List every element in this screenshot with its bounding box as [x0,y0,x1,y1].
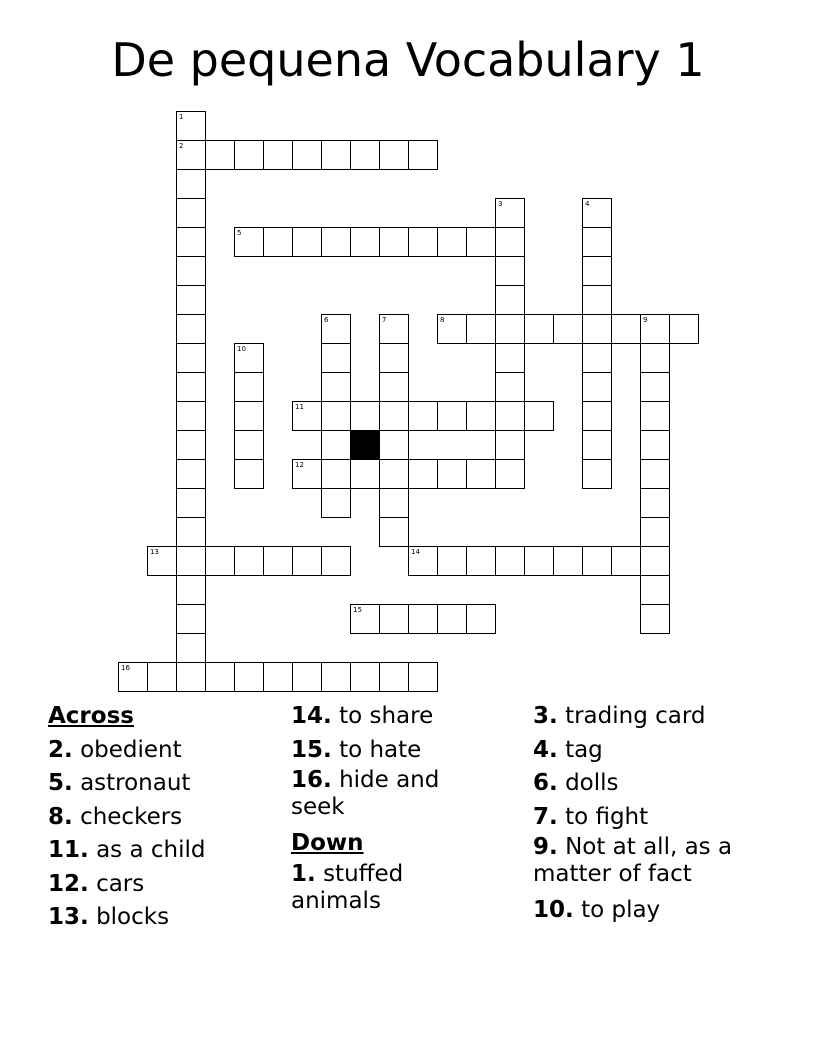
grid-cell[interactable] [437,227,467,257]
grid-cell[interactable] [205,546,235,576]
grid-cell[interactable] [176,401,206,431]
grid-cell[interactable] [176,343,206,373]
grid-cell[interactable] [408,227,438,257]
grid-cell[interactable] [466,314,496,344]
grid-cell[interactable] [234,546,264,576]
clue-down-10 [533,894,773,928]
clue-number: 6. [533,770,558,796]
clue-text: cars [96,870,145,897]
grid-cell[interactable] [321,314,351,344]
grid-cell[interactable] [640,604,670,634]
clue-column-1 [48,700,205,935]
grid-cell[interactable] [321,459,351,489]
clue-column-2 [291,700,491,921]
clue-number: 1. [291,860,316,887]
clue-column-3 [533,700,773,928]
grid-cell[interactable] [321,140,351,170]
grid-cell[interactable] [321,430,351,460]
clue-number: 3. [533,703,558,729]
cell-number: 4 [585,200,590,208]
grid-cell[interactable] [321,372,351,402]
grid-cell[interactable] [321,401,351,431]
clue-across-13 [48,901,205,935]
grid-cell[interactable] [176,169,206,199]
grid-cell[interactable] [205,662,235,692]
grid-cell[interactable] [321,546,351,576]
grid-cell[interactable] [408,546,438,576]
clue-number: 11. [48,837,89,863]
clue-across-12 [48,868,205,902]
grid-cell[interactable] [553,314,583,344]
grid-cell[interactable] [176,575,206,605]
grid-cell[interactable] [379,517,409,547]
grid-cell[interactable] [176,459,206,489]
grid-cell[interactable] [379,140,409,170]
grid-cell[interactable] [379,372,409,402]
clue-across-2 [48,734,205,768]
clue-text: checkers [80,803,183,830]
down-heading: Down [291,830,364,856]
cell-number: 7 [382,316,387,324]
grid-cell[interactable] [495,198,525,228]
grid-cell[interactable] [176,430,206,460]
grid-cell[interactable] [640,372,670,402]
grid-cell[interactable] [176,546,206,576]
grid-cell[interactable] [466,227,496,257]
clue-number: 15. [291,736,332,763]
clue-text: Not at all, as a matter of fact [533,834,733,887]
grid-cell[interactable] [437,604,467,634]
grid-cell[interactable] [176,140,206,170]
grid-cell[interactable] [176,111,206,141]
clue-across-8 [48,801,205,835]
grid-cell[interactable] [176,662,206,692]
cell-number: 6 [324,316,329,324]
cell-number: 13 [150,548,159,556]
clue-across-11 [48,834,205,868]
clue-down-6 [533,767,773,801]
clue-text: stuffed animals [291,860,404,914]
clue-down-4 [533,734,773,768]
grid-cell[interactable] [350,604,380,634]
grid-cell[interactable] [176,604,206,634]
grid-cell[interactable] [408,401,438,431]
grid-cell[interactable] [292,401,322,431]
clue-across-5 [48,767,205,801]
cell-number: 8 [440,316,445,324]
grid-cell[interactable] [205,140,235,170]
grid-cell[interactable] [611,546,641,576]
grid-cell[interactable] [437,546,467,576]
grid-cell[interactable] [495,343,525,373]
grid-cell[interactable] [437,401,467,431]
grid-cell[interactable] [466,546,496,576]
clue-text: as a child [96,837,206,863]
grid-cell[interactable] [495,401,525,431]
grid-cell[interactable] [437,314,467,344]
grid-cell[interactable] [321,227,351,257]
grid-cell[interactable] [292,546,322,576]
grid-cell[interactable] [234,372,264,402]
grid-cell[interactable] [321,662,351,692]
clue-down-3 [533,700,773,734]
clue-number: 12. [48,870,89,897]
puzzle-title: De pequena Vocabulary 1 [111,33,705,87]
grid-cell[interactable] [147,662,177,692]
grid-cell[interactable] [640,430,670,460]
clue-number: 2. [48,736,73,763]
grid-cell[interactable] [640,343,670,373]
grid-cell[interactable] [350,662,380,692]
clue-across-15 [291,734,491,768]
cell-number: 2 [179,142,184,150]
grid-cell[interactable] [640,314,670,344]
cell-number: 10 [237,345,246,353]
grid-cell[interactable] [263,227,293,257]
clue-number: 10. [533,897,574,923]
grid-cell[interactable] [495,430,525,460]
grid-cell[interactable] [495,546,525,576]
grid-cell[interactable] [379,343,409,373]
grid-cell[interactable] [234,662,264,692]
clue-number: 16. [291,767,332,793]
grid-cell[interactable] [234,401,264,431]
clue-text: to play [581,897,661,923]
grid-cell[interactable] [292,459,322,489]
grid-cell[interactable] [408,459,438,489]
clue-text: blocks [96,904,170,930]
grid-cell[interactable] [582,343,612,373]
grid-cell[interactable] [495,314,525,344]
grid-cell[interactable] [176,372,206,402]
grid-cell[interactable] [379,662,409,692]
grid-cell[interactable] [582,401,612,431]
clue-text: astronaut [80,770,191,796]
grid-cell[interactable] [640,546,670,576]
grid-cell[interactable] [669,314,699,344]
across-heading: Across [48,703,134,729]
grid-cell[interactable] [292,140,322,170]
grid-cell[interactable] [582,459,612,489]
grid-cell[interactable] [379,314,409,344]
clue-down-1 [291,861,491,915]
grid-cell[interactable] [379,227,409,257]
clue-text: tag [565,736,603,763]
grid-cell[interactable] [292,227,322,257]
grid-cell[interactable] [582,372,612,402]
grid-cell[interactable] [176,285,206,315]
grid-cell[interactable] [350,401,380,431]
grid-cell[interactable] [466,401,496,431]
grid-cell[interactable] [640,459,670,489]
clue-text: to hate [339,736,422,763]
grid-cell[interactable] [176,198,206,228]
grid-cell[interactable] [466,459,496,489]
grid-cell[interactable] [524,546,554,576]
grid-cell[interactable] [437,459,467,489]
cell-number: 9 [643,316,648,324]
clue-text: to share [339,703,434,729]
grid-cell[interactable] [495,285,525,315]
grid-cell[interactable] [495,227,525,257]
grid-cell[interactable] [176,517,206,547]
grid-cell[interactable] [640,575,670,605]
grid-cell[interactable] [466,604,496,634]
cell-number: 5 [237,229,242,237]
grid-cell[interactable] [408,662,438,692]
grid-cell[interactable] [379,401,409,431]
grid-cell[interactable] [582,546,612,576]
grid-cell[interactable] [263,546,293,576]
grid-cell[interactable] [321,488,351,518]
grid-cell[interactable] [234,343,264,373]
clue-text: hide and seek [291,767,440,820]
grid-cell[interactable] [495,256,525,286]
cell-number: 11 [295,403,304,411]
grid-cell[interactable] [379,459,409,489]
clue-number: 4. [533,736,558,763]
grid-cell[interactable] [147,546,177,576]
grid-cell[interactable] [640,488,670,518]
grid-cell[interactable] [582,198,612,228]
clue-text: obedient [80,736,182,763]
cell-number: 3 [498,200,503,208]
clue-across-14 [291,700,491,734]
cell-number: 14 [411,548,420,556]
grid-cell[interactable] [582,256,612,286]
grid-cell[interactable] [611,314,641,344]
grid-cell[interactable] [350,227,380,257]
grid-cell[interactable] [553,546,583,576]
clue-number: 8. [48,803,73,830]
grid-cell[interactable] [495,459,525,489]
grid-cell[interactable] [350,459,380,489]
grid-cell[interactable] [176,256,206,286]
grid-cell[interactable] [176,488,206,518]
grid-cell[interactable] [640,401,670,431]
grid-cell[interactable] [379,430,409,460]
grid-cell[interactable] [234,459,264,489]
grid-cell[interactable] [379,488,409,518]
clue-text: to fight [565,803,649,830]
grid-cell[interactable] [176,314,206,344]
clue-number: 5. [48,770,73,796]
grid-block [350,430,380,460]
grid-cell[interactable] [582,285,612,315]
cell-number: 15 [353,606,362,614]
grid-cell[interactable] [524,401,554,431]
cell-number: 16 [121,664,130,672]
cell-number: 12 [295,461,304,469]
cell-number: 1 [179,113,184,121]
grid-cell[interactable] [495,372,525,402]
clue-number: 9. [533,834,558,860]
clue-text: dolls [565,770,619,796]
grid-cell[interactable] [582,430,612,460]
clue-number: 7. [533,803,558,830]
grid-cell[interactable] [582,227,612,257]
clue-down-9 [533,834,773,888]
grid-cell[interactable] [292,662,322,692]
clue-across-16 [291,767,491,821]
grid-cell[interactable] [234,140,264,170]
clue-down-7 [533,801,773,835]
grid-cell[interactable] [582,314,612,344]
grid-cell[interactable] [176,633,206,663]
grid-cell[interactable] [321,343,351,373]
clue-number: 13. [48,904,89,930]
clue-text: trading card [565,703,706,729]
grid-cell[interactable] [350,140,380,170]
grid-cell[interactable] [408,140,438,170]
grid-cell[interactable] [379,604,409,634]
grid-cell[interactable] [118,662,148,692]
grid-cell[interactable] [524,314,554,344]
grid-cell[interactable] [234,227,264,257]
grid-cell[interactable] [408,604,438,634]
grid-cell[interactable] [176,227,206,257]
grid-cell[interactable] [234,430,264,460]
grid-cell[interactable] [263,140,293,170]
grid-cell[interactable] [640,517,670,547]
grid-cell[interactable] [263,662,293,692]
clue-number: 14. [291,703,332,729]
